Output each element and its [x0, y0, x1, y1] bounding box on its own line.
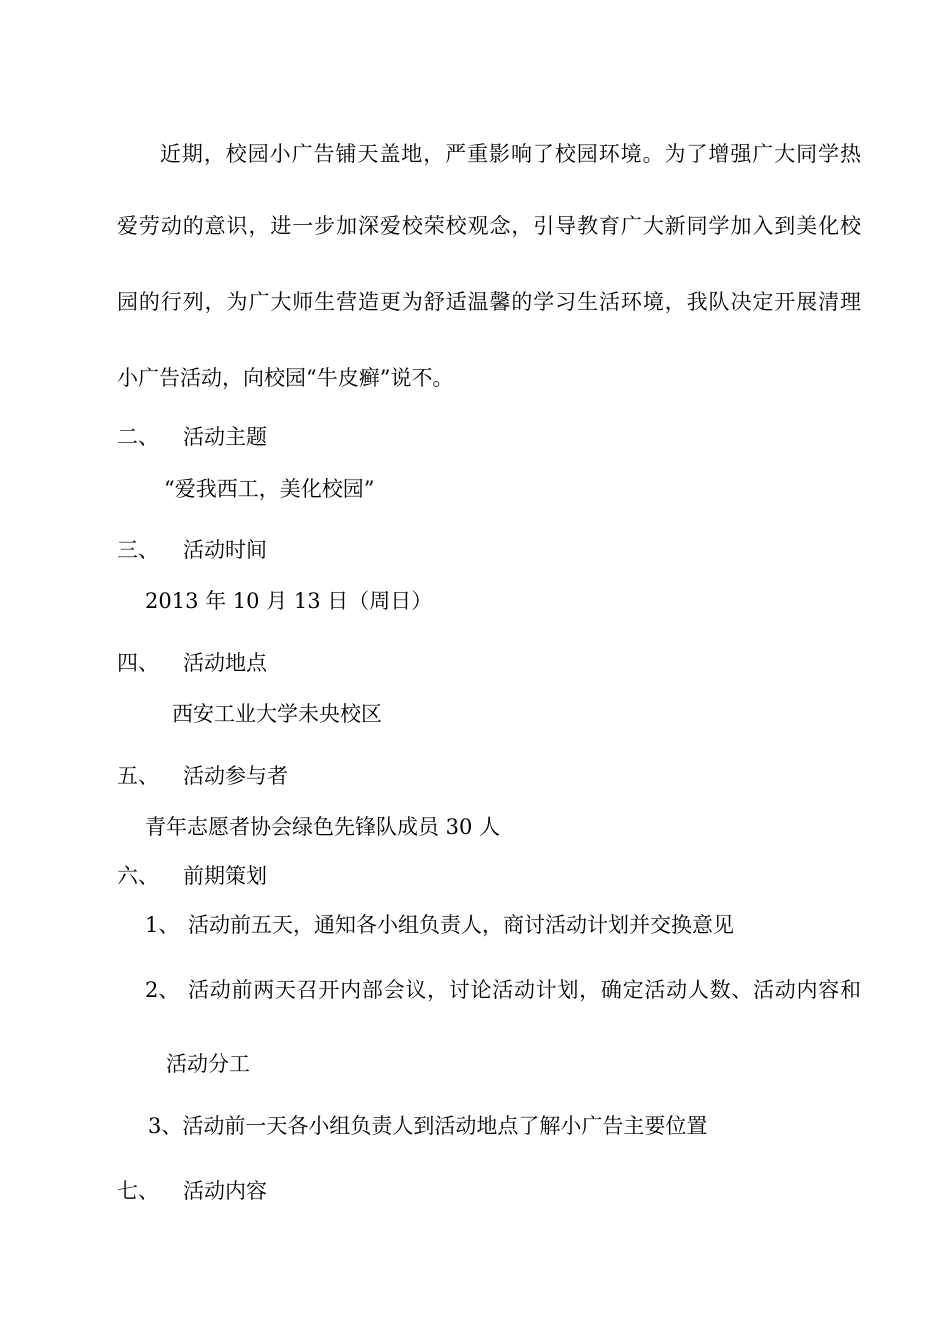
section-number: 五、: [117, 764, 159, 788]
participants-content: 青年志愿者协会绿色先锋队成员 30 人: [145, 815, 501, 839]
section-heading-location: [117, 649, 267, 677]
section-title: 活动参与者: [183, 764, 288, 788]
section-heading-content: [117, 1177, 267, 1205]
intro-line-4: 小广告活动，向校园“牛皮癣”说不。: [117, 366, 454, 390]
section-heading-planning: [117, 862, 267, 890]
item-text: 活动前五天，通知各小组负责人，商讨活动计划并交换意见: [188, 913, 734, 937]
section-number: 三、: [117, 538, 159, 562]
section-title: 前期策划: [183, 864, 267, 888]
section-number: 四、: [117, 651, 159, 675]
planning-item-1: [145, 911, 734, 939]
intro-line-3: 园的行列，为广大师生营造更为舒适温馨的学习生活环境，我队决定开展清理: [117, 290, 861, 314]
section-title: 活动内容: [183, 1179, 267, 1203]
section-number: 七、: [117, 1179, 159, 1203]
section-heading-participants: [117, 762, 288, 790]
intro-line-1: 近期，校园小广告铺天盖地，严重影响了校园环境。为了增强广大同学热: [160, 142, 861, 166]
planning-item-2-continued: 活动分工: [166, 1052, 250, 1076]
section-heading-time: [117, 536, 267, 564]
time-content: 2013 年 10 月 13 日（周日）: [145, 589, 433, 613]
topic-content: “爱我西工，美化校园”: [164, 477, 375, 501]
section-heading-topic: [117, 423, 267, 451]
intro-line-2: 爱劳动的意识，进一步加深爱校荣校观念，引导教育广大新同学加入到美化校: [117, 214, 861, 238]
planning-item-3: 3、活动前一天各小组负责人到活动地点了解小广告主要位置: [148, 1114, 708, 1138]
item-text: 活动前两天召开内部会议，讨论活动计划，确定活动人数、活动内容和: [188, 978, 861, 1002]
item-number: 1、: [145, 913, 180, 937]
location-content: 西安工业大学未央校区: [172, 702, 382, 726]
planning-item-2: [145, 976, 861, 1004]
section-number: 二、: [117, 425, 159, 449]
section-title: 活动主题: [183, 425, 267, 449]
section-number: 六、: [117, 864, 159, 888]
section-title: 活动时间: [183, 538, 267, 562]
section-title: 活动地点: [183, 651, 267, 675]
item-number: 2、: [145, 978, 180, 1002]
